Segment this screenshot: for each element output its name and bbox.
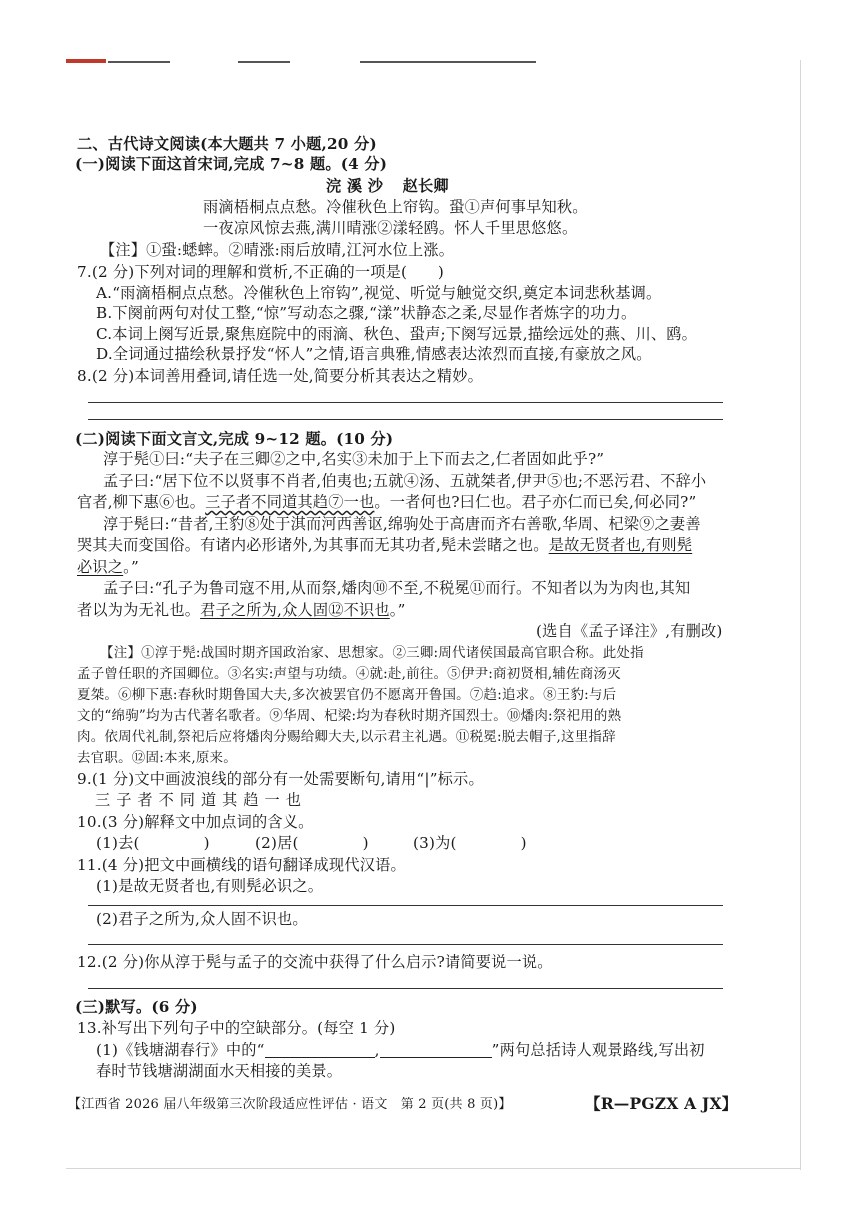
passage-p3-line3 [77, 557, 139, 577]
q11-answer-line-2[interactable] [88, 944, 723, 945]
passage-p2-line2 [77, 492, 696, 512]
underlined-sentence-1a: 是故无贤者也,有则髡 [548, 536, 693, 554]
q10-item-3[interactable] [413, 833, 527, 853]
q13-item-1-prefix: (1)《钱塘湖春行》中的“ [96, 1041, 265, 1059]
passage-source: (选自《孟子译注》,有删改) [536, 622, 723, 640]
q13-item-1-comma: , [374, 1041, 380, 1059]
poem-title-text: 浣 溪 沙 [326, 177, 384, 195]
poem-author: 赵长卿 [402, 177, 449, 195]
p3-line3-end: 。” [123, 558, 139, 576]
q13-blank-1[interactable] [265, 1041, 375, 1058]
passage-p2-line1: 孟子曰:“居下位不以贤事不肖者,伯夷也;五就④汤、五就桀者,伊尹⑤也;不恶污君、不辞小 [103, 472, 707, 490]
poem-line-1: 雨滴梧桐点点愁。冷催秋色上帘钩。蛩①声何事早知秋。 [203, 198, 588, 216]
wavy-sentence: 三子者不同道其趋⑦一也 [205, 493, 375, 511]
passage-p3-line2 [77, 535, 692, 555]
underlined-sentence-2: 君子之所为,众人固⑫不识也 [200, 601, 390, 619]
q13-blank-2[interactable] [380, 1041, 492, 1058]
page-frame-bottom [66, 1168, 801, 1169]
q7-option-d: D.全词通过描绘秋景抒发“怀人”之情,语言典雅,情感表达浓烈而直接,有豪放之风。 [96, 345, 652, 363]
p4-line2-end: 。” [389, 601, 406, 619]
passage-p3-line1: 淳于髡曰:“昔者,王豹⑧处于淇而河西善讴,绵驹处于高唐而齐右善歌,华周、杞梁⑨之妻善 [103, 515, 701, 533]
poem-note: 【注】①蛩:蟋蟀。②晴涨:雨后放晴,江河水位上涨。 [100, 241, 455, 259]
q7-option-b: B.下阕前两句对仗工整,“惊”写动态之骤,“漾”状静态之柔,尽显作者炼字的功力。 [96, 304, 637, 322]
passage-note-5: 肉。依周代礼制,祭祀后应将燔肉分赐给卿大夫,以示君主礼遇。⑪税冕:脱去帽子,这里指辞 [77, 729, 616, 745]
q8-answer-line-2[interactable] [88, 419, 723, 420]
q10-item-1-close: ) [203, 834, 210, 852]
poem-title [326, 176, 449, 196]
passage-note-4: 文的“绵驹”均为古代著名歌者。⑨华周、杞梁:均为春秋时期齐国烈士。⑩燔肉:祭祀用的熟 [77, 708, 622, 724]
q11-item-1: (1)是故无贤者也,有则髡必识之。 [96, 877, 324, 895]
part1-heading: (一)阅读下面这首宋词,完成 7~8 题。(4 分) [75, 155, 388, 173]
q11-stem: 11.(4 分)把文中画横线的语句翻译成现代汉语。 [77, 856, 406, 874]
q12-answer-line[interactable] [88, 988, 723, 989]
q8-answer-line-1[interactable] [88, 402, 723, 403]
footer-code: 【R—PGZX A JX】 [585, 1094, 738, 1113]
q10-item-3-close: ) [520, 834, 527, 852]
top-rule-left [108, 61, 170, 63]
q9-sentence[interactable]: 三子者不同道其趋一也 [95, 791, 307, 809]
passage-note-6: 去官职。⑫固:本来,原来。 [77, 750, 237, 766]
q9-stem: 9.(1 分)文中画波浪线的部分有一处需要断句,请用“|”标示。 [77, 770, 484, 788]
q13-item-1 [96, 1040, 705, 1060]
p3-line2-start: 哭其夫而变国俗。有诸内必形诸外,为其事而无其功者,髡未尝睹之也。 [77, 536, 549, 554]
q7-stem: 7.(2 分)下列对词的理解和赏析,不正确的一项是( ) [77, 263, 445, 281]
q7-option-c: C.本词上阕写近景,聚焦庭院中的雨滴、秋色、蛩声;下阕写远景,描绘远处的燕、川、鸥。 [96, 325, 698, 343]
red-edge-mark [66, 59, 106, 63]
top-rule-mid [238, 61, 290, 63]
q13-item-1-line2: 春时节钱塘湖湖面水天相接的美景。 [96, 1062, 343, 1080]
p2-line2-end: 。一者何也?曰仁也。君子亦仁而已矣,何必同?” [374, 493, 697, 511]
q10-item-2[interactable] [255, 833, 369, 853]
q10-item-3-label: (3)为( [413, 834, 457, 852]
poem-line-2: 一夜凉风惊去燕,满川晴涨②漾轻鸥。怀人千里思悠悠。 [203, 219, 578, 237]
p2-line2-start: 官者,柳下惠⑥也。 [77, 493, 206, 511]
passage-note-3: 夏桀。⑥柳下惠:春秋时期鲁国大夫,多次被罢官仍不愿离开鲁国。⑦趋:追求。⑧王豹:与后 [77, 687, 617, 703]
footer-left: 【江西省 2026 届八年级第三次阶段适应性评估 · 语文 第 2 页(共 8 页)】 [68, 1097, 512, 1112]
q10-item-1-label: (1)去( [96, 834, 140, 852]
q10-stem: 10.(3 分)解释文中加点词的含义。 [77, 813, 314, 831]
q13-item-1-suffix: ”两句总括诗人观景路线,写出初 [491, 1041, 705, 1059]
top-rule-right [360, 61, 536, 63]
q13-stem: 13.补写出下列句子中的空缺部分。(每空 1 分) [77, 1019, 396, 1037]
passage-p4-line2 [77, 600, 406, 620]
q12-stem: 12.(2 分)你从淳于髡与孟子的交流中获得了什么启示?请简要说一说。 [77, 953, 553, 971]
passage-p4-line1: 孟子曰:“孔子为鲁司寇不用,从而祭,燔肉⑩不至,不税冕⑪而行。不知者以为为肉也,其知 [103, 579, 691, 597]
q11-answer-line-1[interactable] [88, 905, 723, 906]
section-heading: 二、古代诗文阅读(本大题共 7 小题,20 分) [77, 135, 377, 153]
passage-note-1: 【注】①淳于髡:战国时期齐国政治家、思想家。②三卿:周代诸侯国最高官职合称。此处指 [100, 645, 644, 661]
q10-item-1[interactable] [96, 833, 210, 853]
part3-heading: (三)默写。(6 分) [75, 998, 198, 1016]
q11-item-2: (2)君子之所为,众人固不识也。 [96, 910, 308, 928]
q7-option-a: A.“雨滴梧桐点点愁。冷催秋色上帘钩”,视觉、听觉与触觉交织,奠定本词悲秋基调。 [96, 284, 662, 302]
q10-item-2-label: (2)居( [255, 834, 299, 852]
page-frame-right [800, 60, 801, 1170]
part2-heading: (二)阅读下面文言文,完成 9~12 题。(10 分) [75, 430, 394, 448]
q10-item-2-close: ) [362, 834, 369, 852]
p4-line2-start: 者以为为无礼也。 [77, 601, 201, 619]
q8-stem: 8.(2 分)本词善用叠词,请任选一处,简要分析其表达之精妙。 [77, 367, 483, 385]
underlined-sentence-1b: 必识之 [77, 558, 124, 576]
passage-p1: 淳于髡①曰:“夫子在三卿②之中,名实③未加于上下而去之,仁者固如此乎?” [103, 450, 605, 468]
passage-note-2: 孟子曾任职的齐国卿位。③名实:声望与功绩。④就:赴,前往。⑤伊尹:商初贤相,辅佐商汤灭 [77, 666, 621, 682]
